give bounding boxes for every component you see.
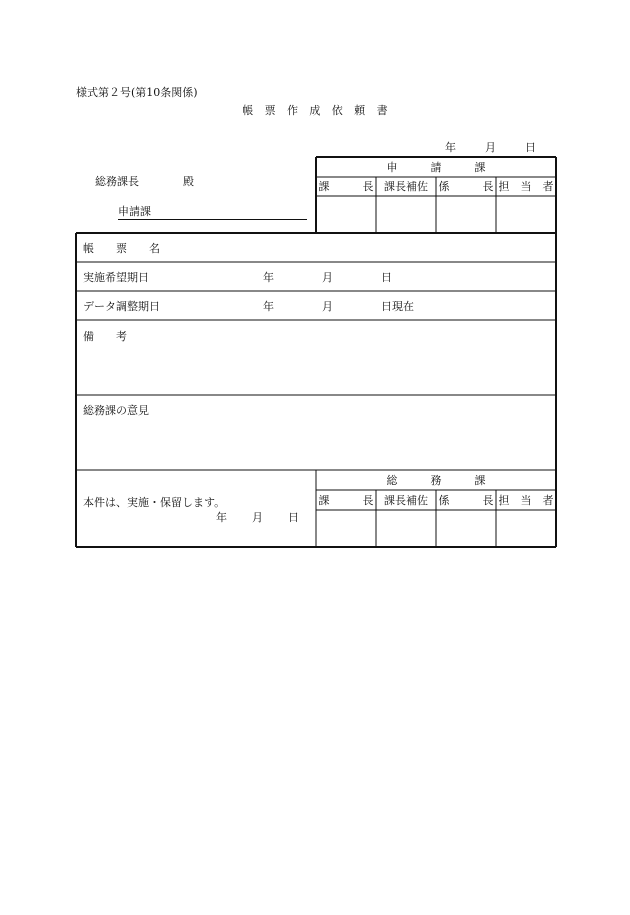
ga-stamp-subsection-chief[interactable] <box>436 511 496 547</box>
applying-col-staff: 担 当 者 <box>498 180 554 193</box>
date-month: 月 <box>485 141 496 154</box>
addressee-honorific: 殿 <box>183 175 194 188</box>
ga-col-subsection-chief: 係 長 <box>438 494 494 507</box>
date-day: 日 <box>525 141 536 154</box>
date-year: 年 <box>445 141 456 154</box>
ga-stamp-staff[interactable] <box>496 511 556 547</box>
opinion-label: 総務課の意見 <box>83 404 149 417</box>
implementation-date-label: 実施希望期日 <box>83 271 149 284</box>
applying-stamp-section-chief[interactable] <box>316 197 376 233</box>
ga-col-assistant-chief: 課長補佐 <box>384 494 428 507</box>
applying-col-assistant-chief: 課長補佐 <box>384 180 428 193</box>
applying-stamp-subsection-chief[interactable] <box>436 197 496 233</box>
form-number: 様式第２号(第10条関係) <box>76 86 198 99</box>
applying-col-subsection-chief: 係 長 <box>438 180 494 193</box>
applicant-label: 申請課 <box>118 205 151 218</box>
implementation-date-year: 年 <box>263 271 274 284</box>
remarks-field[interactable] <box>80 345 552 391</box>
applying-dept-title: 申 請 課 <box>386 161 486 174</box>
implementation-date-month: 月 <box>322 271 333 284</box>
data-adjust-date-day: 日現在 <box>381 300 414 313</box>
addressee-label: 総務課長 <box>95 175 139 188</box>
ga-stamp-assistant-chief[interactable] <box>376 511 436 547</box>
ga-col-section-chief: 課 長 <box>318 494 374 507</box>
remarks-label: 備 考 <box>83 330 127 343</box>
applying-col-section-chief: 課 長 <box>318 180 374 193</box>
document-title: 帳 票 作 成 依 頼 書 <box>242 104 388 117</box>
form-name-label: 帳 票 名 <box>83 242 160 255</box>
data-adjust-date-label: データ調整期日 <box>83 300 160 313</box>
form-name-field[interactable] <box>170 236 550 260</box>
decision-month: 月 <box>252 511 263 524</box>
applying-stamp-assistant-chief[interactable] <box>376 197 436 233</box>
decision-text: 本件は、実施・保留します。 <box>83 496 226 509</box>
decision-year: 年 <box>216 511 227 524</box>
ga-stamp-section-chief[interactable] <box>316 511 376 547</box>
decision-day: 日 <box>288 511 299 524</box>
general-affairs-title: 総 務 課 <box>386 474 486 487</box>
implementation-date-day: 日 <box>381 271 392 284</box>
data-adjust-date-month: 月 <box>322 300 333 313</box>
data-adjust-date-year: 年 <box>263 300 274 313</box>
applying-stamp-staff[interactable] <box>496 197 556 233</box>
opinion-field[interactable] <box>80 420 552 466</box>
ga-col-staff: 担 当 者 <box>498 494 554 507</box>
